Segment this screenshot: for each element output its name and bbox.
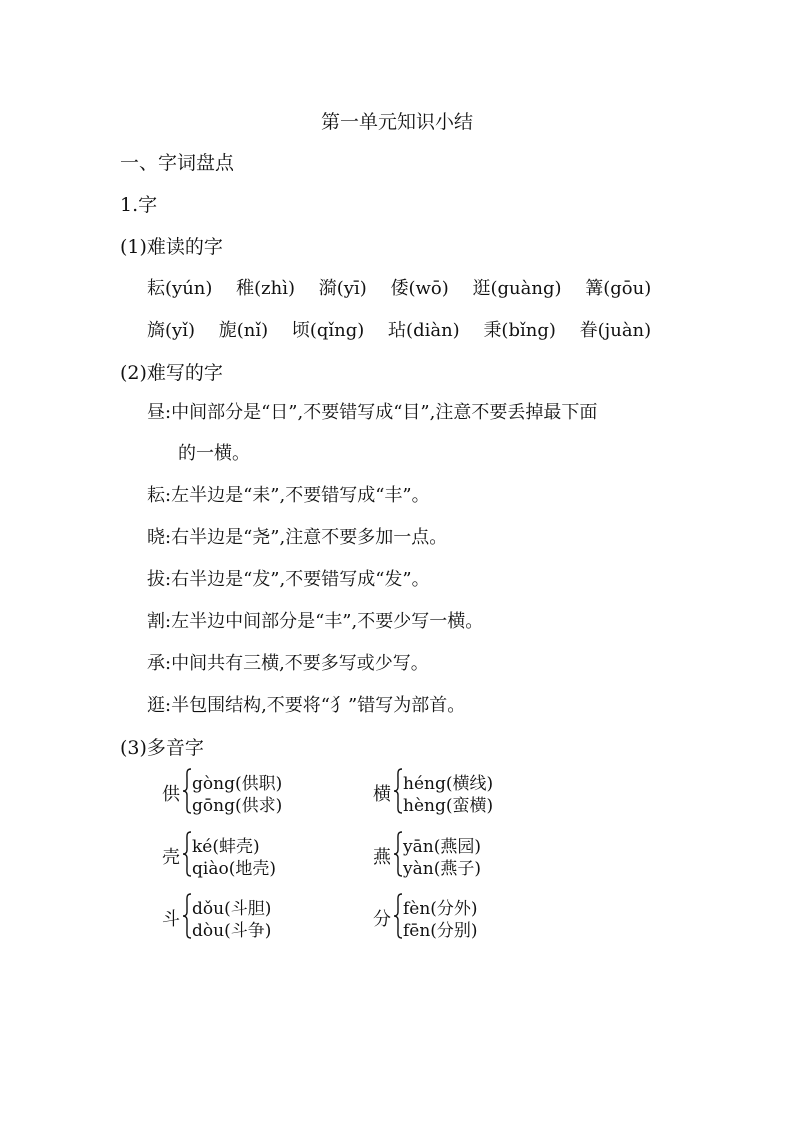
hard-write-note: 昼:中间部分是“日”,不要错写成“目”,注意不要丢掉最下面 [147, 402, 598, 423]
polyphone-reading: dòu(斗争) [192, 921, 272, 941]
brace-icon [182, 830, 192, 878]
polyphone-heading: (3)多音字 [120, 737, 204, 759]
char-item: 眷(juàn) [579, 320, 652, 341]
hard-write-note: 割:左半边中间部分是“丰”,不要少写一横。 [147, 611, 484, 632]
polyphone-reading: fèn(分外) [403, 899, 478, 919]
subsection-heading: 1.字 [120, 194, 158, 216]
brace-icon [393, 892, 403, 940]
char-item: 倭(wō) [390, 278, 449, 299]
hard-write-note: 承:中间共有三横,不要多写或少写。 [147, 653, 429, 674]
brace-icon [393, 767, 403, 815]
char-item: 漪(yī) [318, 278, 367, 299]
hard-write-heading: (2)难写的字 [120, 362, 223, 384]
polyphone-reading: hèng(蛮横) [403, 796, 494, 816]
char-item: 旖(yǐ) [147, 320, 195, 341]
polyphone-char: 燕 [373, 847, 391, 868]
hard-write-note: 逛:半包围结构,不要将“犭”错写为部首。 [147, 695, 466, 716]
char-item: 秉(bǐng) [483, 320, 556, 341]
char-item: 稚(zhì) [236, 278, 296, 299]
hard-write-note: 拔:右半边是“犮”,不要错写成“发”。 [147, 569, 430, 590]
polyphone-reading: ké(蚌壳) [192, 837, 260, 857]
hard-read-row [147, 316, 669, 342]
char-item: 玷(diàn) [388, 320, 460, 341]
hard-write-note: 晓:右半边是“尧”,注意不要多加一点。 [147, 527, 448, 548]
polyphone-reading: héng(横线) [403, 774, 494, 794]
hard-read-heading: (1)难读的字 [120, 236, 223, 258]
brace-icon [182, 767, 192, 815]
hard-write-note: 的一横。 [178, 443, 250, 464]
brace-icon [182, 892, 192, 940]
char-item: 逛(guàng) [472, 278, 562, 299]
char-item: 耘(yún) [147, 278, 213, 299]
polyphone-reading: dǒu(斗胆) [192, 899, 272, 919]
polyphone-char: 横 [373, 784, 391, 805]
page-title: 第一单元知识小结 [320, 111, 473, 133]
polyphone-reading: gōng(供求) [192, 796, 283, 816]
char-item: 旎(nǐ) [218, 320, 269, 341]
polyphone-reading: qiào(地壳) [192, 859, 276, 879]
polyphone-char: 壳 [162, 847, 180, 868]
polyphone-reading: yān(燕园) [403, 837, 481, 857]
polyphone-reading: gòng(供职) [192, 774, 283, 794]
brace-icon [393, 830, 403, 878]
polyphone-reading: yàn(燕子) [403, 859, 481, 879]
polyphone-char: 斗 [162, 909, 180, 930]
hard-read-row [147, 274, 669, 300]
char-item: 顷(qǐng) [291, 320, 365, 341]
polyphone-char: 分 [373, 909, 391, 930]
char-item: 篝(gōu) [585, 278, 652, 299]
polyphone-reading: fēn(分别) [403, 921, 478, 941]
hard-write-note: 耘:左半边是“耒”,不要错写成“丰”。 [147, 485, 430, 506]
polyphone-char: 供 [162, 784, 180, 805]
section-heading: 一、字词盘点 [120, 152, 235, 174]
